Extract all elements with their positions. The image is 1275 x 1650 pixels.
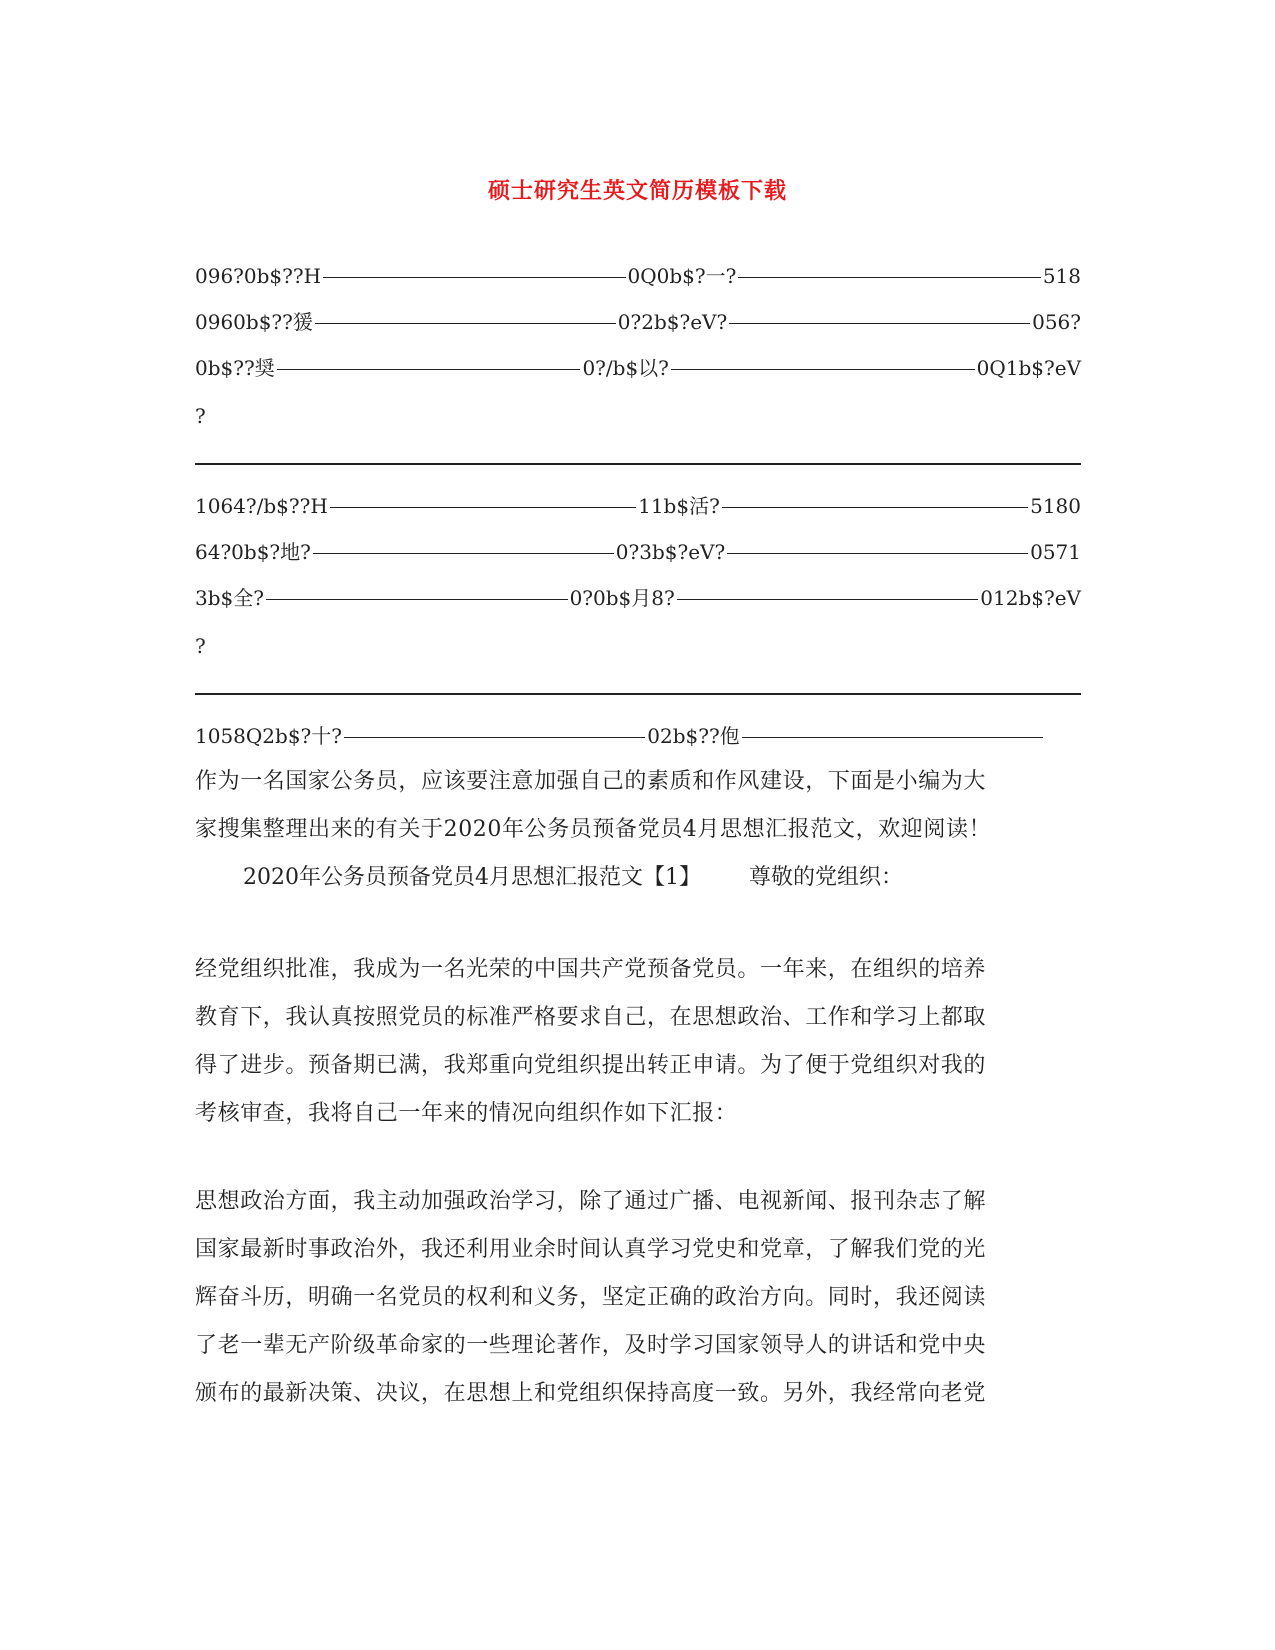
heading-title: 2020年公务员预备党员4月思想汇报范文【1】 [243, 865, 701, 890]
text-line: 经党组织批准，我成为一名光荣的中国共产党预备党员。一年来，在组织的培养 [195, 957, 987, 982]
text-line: 辉奋斗历，明确一名党员的权利和义务，坚定正确的政治方向。同时，我还阅读 [195, 1285, 987, 1310]
leader-rule [277, 369, 581, 370]
text-line: 考核审查，我将自己一年来的情况向组织作如下汇报： [195, 1101, 738, 1126]
leader-cell: ? [195, 404, 206, 428]
leader-row [195, 538, 1081, 566]
section-heading [195, 854, 1085, 902]
leader-cell: 0?2b$?eV? [617, 310, 728, 334]
section-divider [195, 463, 1081, 465]
body-paragraph [195, 1178, 1085, 1418]
leader-cell: 0?/b$以? [582, 356, 669, 380]
leader-cell: 1064?/b$??H [195, 494, 328, 518]
text-line: 得了进步。预备期已满，我郑重向党组织提出转正申请。为了便于党组织对我的 [195, 1053, 987, 1078]
intro-paragraph [195, 758, 1085, 854]
leader-row [195, 584, 1081, 612]
text-line: 家搜集整理出来的有关于2020年公务员预备党员4月思想汇报范文，欢迎阅读！ [195, 817, 992, 842]
leader-rule [266, 599, 568, 600]
leader-rule [344, 737, 645, 738]
text-line: 教育下，我认真按照党员的标准严格要求自己，在思想政治、工作和学习上都取 [195, 1005, 987, 1030]
text-line: 作为一名国家公务员，应该要注意加强自己的素质和作风建设，下面是小编为大 [195, 769, 987, 794]
leader-cell: 11b$活? [638, 494, 720, 518]
leader-rule [677, 599, 979, 600]
leader-cell: 0571 [1030, 540, 1081, 564]
leader-cell: 056? [1032, 310, 1081, 334]
leader-cell: 0Q0b$?一? [627, 264, 737, 288]
text-line: 了老一辈无产阶级革命家的一些理论著作，及时学习国家领导人的讲话和党中央 [195, 1333, 987, 1358]
text-line: 颁布的最新决策、决议，在思想上和党组织保持高度一致。另外，我经常向老党 [195, 1381, 987, 1406]
leader-row [195, 308, 1081, 336]
leader-rule [727, 553, 1028, 554]
leader-rule [729, 323, 1030, 324]
leader-cell: 0b$??奨 [195, 356, 275, 380]
leader-cell: 02b$??佨 [647, 724, 740, 748]
leader-cell: 0960b$??猨 [195, 310, 313, 334]
leader-cell: 1058Q2b$?十? [195, 724, 342, 748]
leader-cell: 64?0b$?地? [195, 540, 311, 564]
leader-rule [671, 369, 975, 370]
body-paragraph [195, 946, 1085, 1138]
leader-row [195, 354, 1081, 382]
leader-cell: 096?0b$??H [195, 264, 322, 288]
leader-row [195, 262, 1081, 290]
leader-cell: 3b$全? [195, 586, 264, 610]
leader-rule [323, 277, 625, 278]
leader-cell: 012b$?eV [980, 586, 1081, 610]
document-title: 硕士研究生英文简历模板下载 [487, 178, 787, 204]
leader-rule [313, 553, 614, 554]
leader-rule [315, 323, 616, 324]
leader-row [195, 722, 1045, 750]
leader-cell: 0?0b$月8? [569, 586, 675, 610]
text-line: 国家最新时事政治外，我还利用业余时间认真学习党史和党章，了解我们党的光 [195, 1237, 987, 1262]
leader-row [195, 492, 1081, 520]
leader-rule [738, 277, 1040, 278]
leader-cell: 0?3b$?eV? [615, 540, 726, 564]
leader-rule [330, 507, 636, 508]
section-divider [195, 693, 1081, 695]
leader-cell: 518 [1042, 264, 1081, 288]
text-line: 思想政治方面，我主动加强政治学习，除了通过广播、电视新闻、报刊杂志了解 [195, 1189, 987, 1214]
leader-rule [722, 507, 1028, 508]
salutation: 尊敬的党组织： [748, 865, 903, 890]
leader-cell: 5180 [1030, 494, 1082, 518]
leader-cell: 0Q1b$?eV [976, 356, 1082, 380]
leader-cell: ? [195, 634, 206, 658]
leader-rule [742, 737, 1043, 738]
